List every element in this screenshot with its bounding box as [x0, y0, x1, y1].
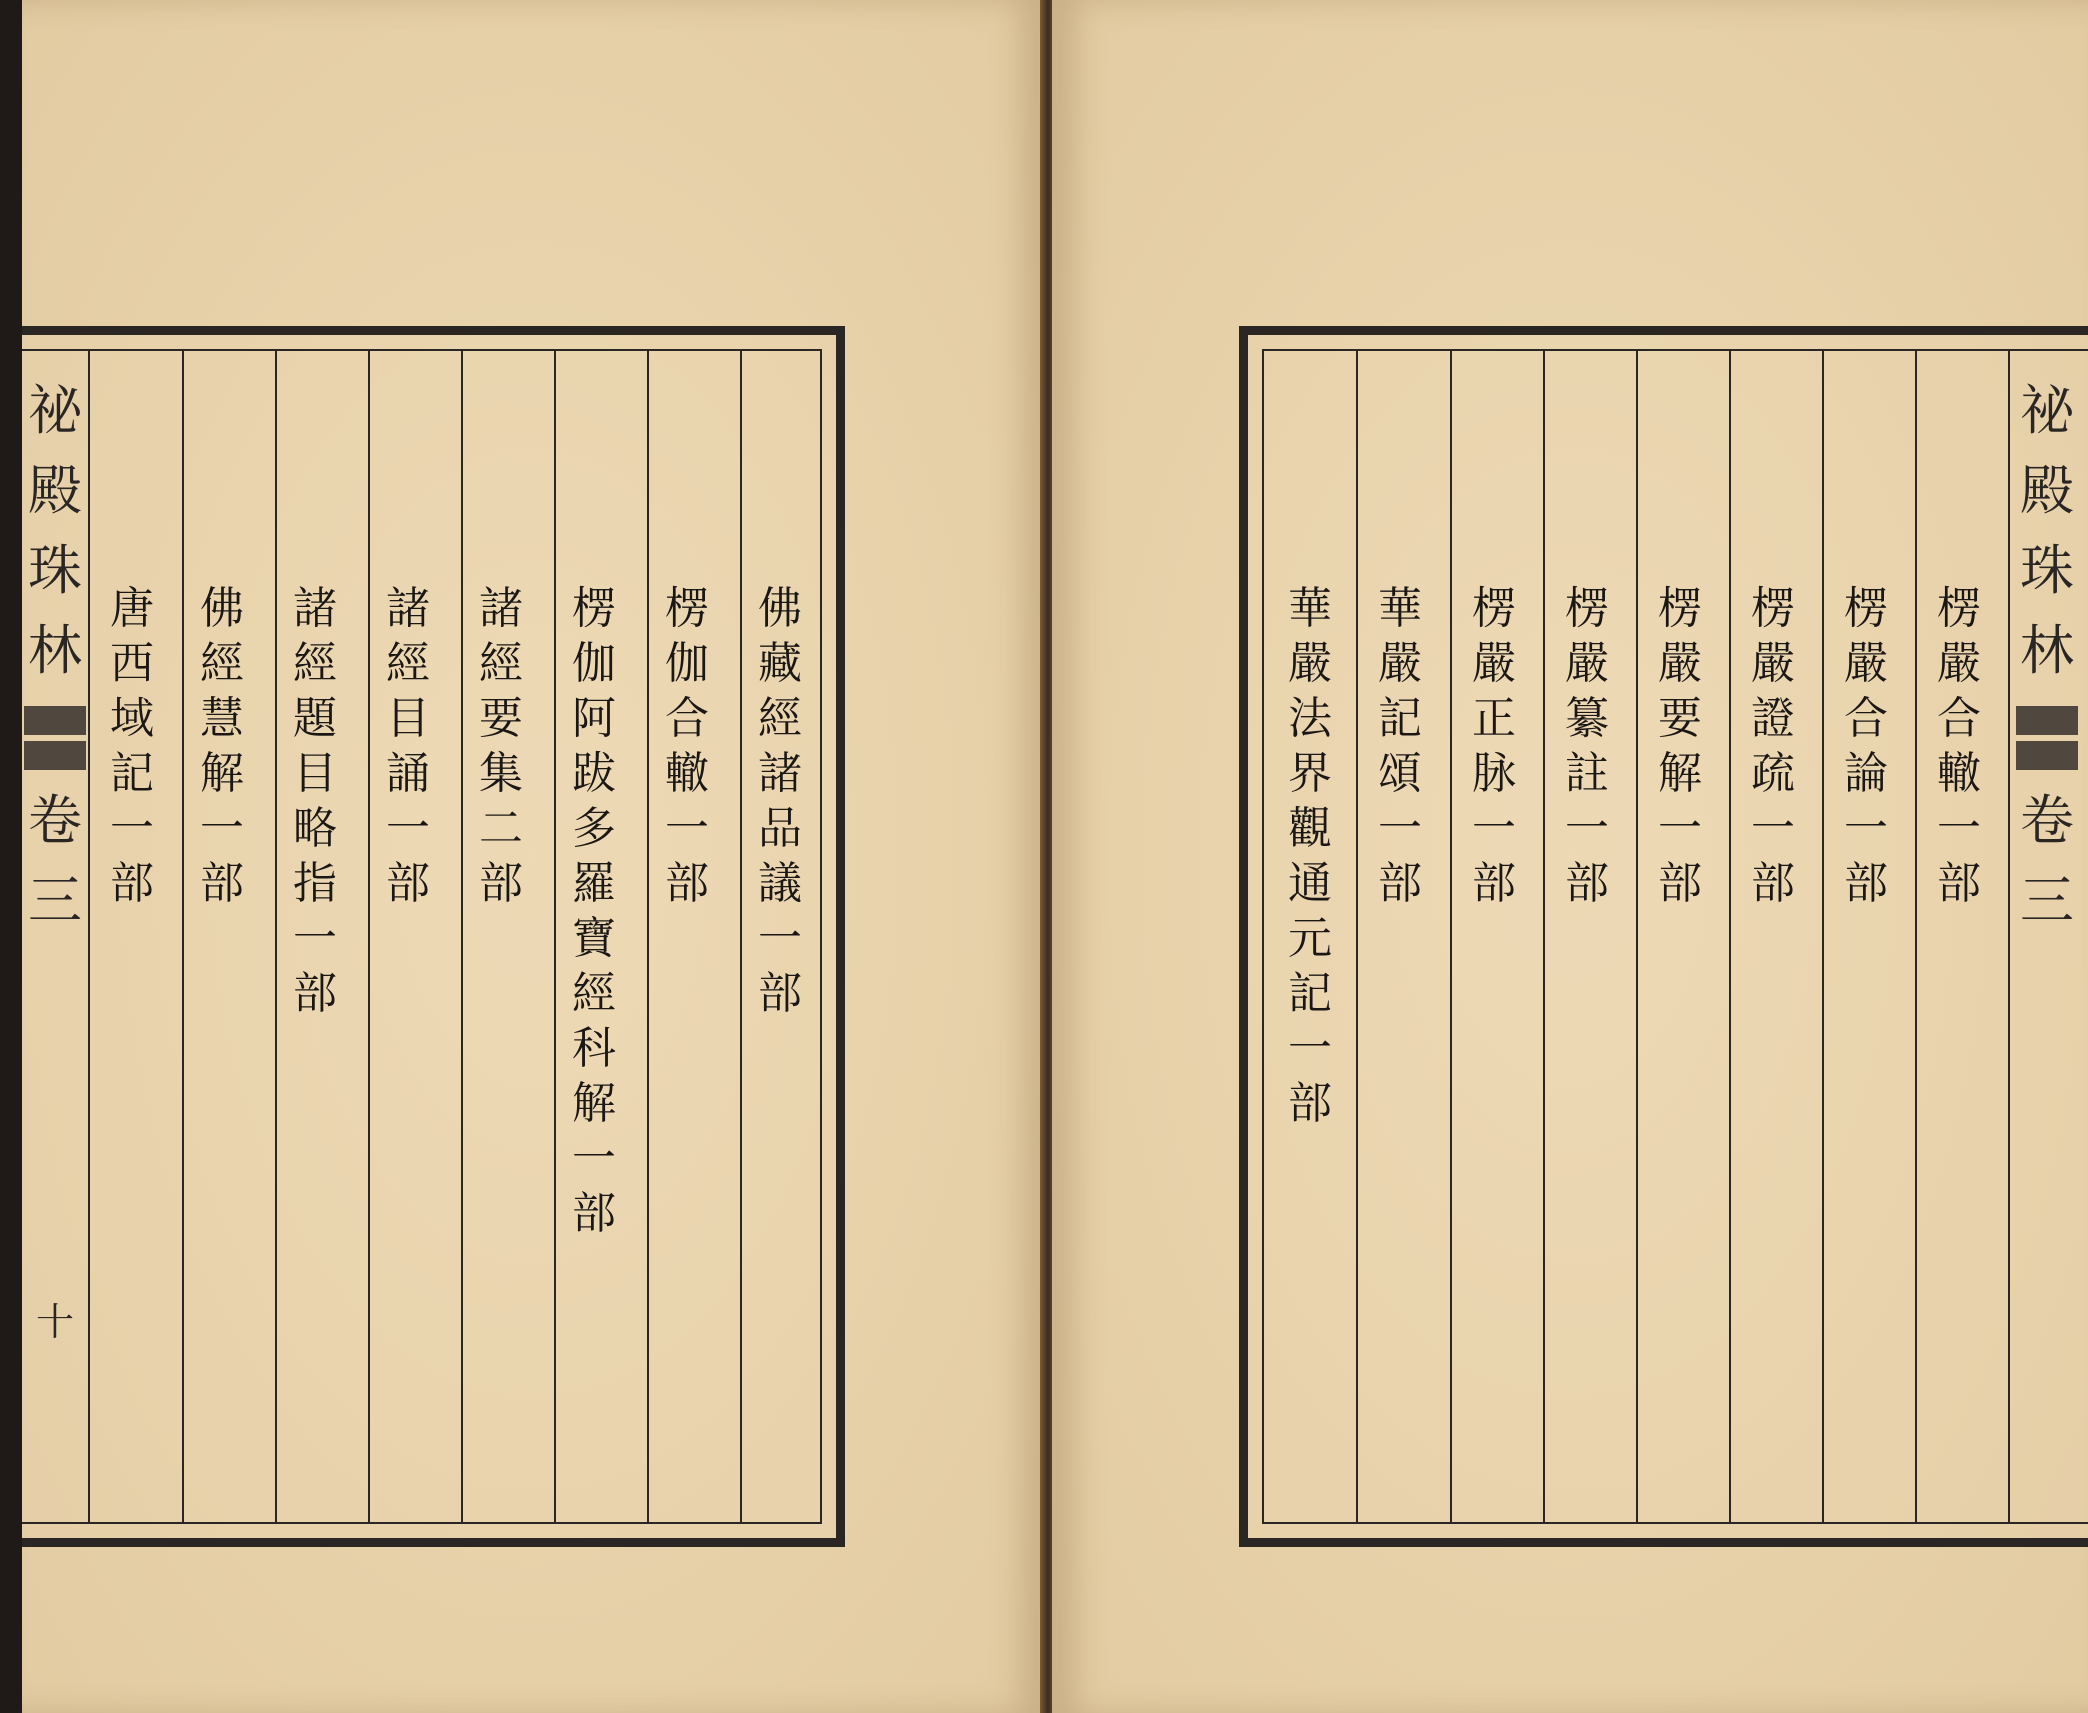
- char: 西: [110, 638, 154, 689]
- text-column: [271, 581, 359, 1021]
- char: 法: [1288, 693, 1332, 744]
- text-column: [1729, 581, 1817, 911]
- char: 部: [479, 858, 523, 909]
- text-column: [364, 581, 452, 911]
- char: 一: [1937, 803, 1981, 854]
- char: 記: [1378, 693, 1422, 744]
- char: 部: [1288, 1078, 1332, 1129]
- char: 合: [1844, 693, 1888, 744]
- char: 合: [1937, 693, 1981, 744]
- char: 界: [1288, 748, 1332, 799]
- margin-title-char: 祕: [28, 379, 82, 442]
- char: 略: [293, 803, 337, 854]
- column-rule: [368, 351, 370, 1522]
- right-page-frame: [1239, 326, 2088, 1547]
- char: 一: [1472, 803, 1516, 854]
- folio-number: 十: [36, 1300, 75, 1344]
- left-page: [22, 0, 1044, 1713]
- text-column: [1356, 581, 1444, 911]
- char: 藏: [758, 638, 802, 689]
- char: 跋: [572, 748, 616, 799]
- char: 部: [293, 968, 337, 1019]
- char: 一: [758, 913, 802, 964]
- char: 元: [1288, 913, 1332, 964]
- char: 議: [758, 858, 802, 909]
- char: 一: [665, 803, 709, 854]
- char: 嚴: [1378, 638, 1422, 689]
- char: 嚴: [1565, 638, 1609, 689]
- column-rule: [1543, 351, 1545, 1522]
- column-rule: [1636, 351, 1638, 1522]
- char: 羅: [572, 858, 616, 909]
- text-column: [1450, 581, 1538, 911]
- column-rule: [461, 351, 463, 1522]
- char: 記: [1288, 968, 1332, 1019]
- char: 佛: [758, 583, 802, 634]
- char: 佛: [200, 583, 244, 634]
- char: 記: [110, 748, 154, 799]
- text-column: [1822, 581, 1910, 911]
- char: 部: [758, 968, 802, 1019]
- char: 經: [572, 968, 616, 1019]
- char: 楞: [572, 583, 616, 634]
- text-column: [1266, 581, 1354, 1131]
- char: 一: [1378, 803, 1422, 854]
- column-rule: [1915, 351, 1917, 1522]
- char: 部: [386, 858, 430, 909]
- char: 通: [1288, 858, 1332, 909]
- fish-tail-ornament: [24, 706, 86, 770]
- char: 部: [1565, 858, 1609, 909]
- char: 要: [479, 693, 523, 744]
- char: 諸: [758, 748, 802, 799]
- char: 嚴: [1937, 638, 1981, 689]
- char: 一: [200, 803, 244, 854]
- text-column: [88, 581, 176, 911]
- char: 阿: [572, 693, 616, 744]
- char: 合: [665, 693, 709, 744]
- left-margin-title: [24, 371, 86, 691]
- text-column: [1636, 581, 1724, 911]
- margin-title-char: 珠: [28, 539, 82, 602]
- char: 楞: [1937, 583, 1981, 634]
- char: 解: [572, 1078, 616, 1129]
- char: 誦: [386, 748, 430, 799]
- margin-title-char: 林: [2020, 619, 2074, 682]
- text-column: [550, 581, 638, 1241]
- char: 轍: [1937, 748, 1981, 799]
- column-rule: [1450, 351, 1452, 1522]
- char: 華: [1378, 583, 1422, 634]
- column-rule: [1822, 351, 1824, 1522]
- char: 一: [572, 1133, 616, 1184]
- margin-volume-char: 三: [28, 869, 82, 932]
- char: 一: [293, 913, 337, 964]
- char: 經: [200, 638, 244, 689]
- text-column: [457, 581, 545, 911]
- margin-title-char: 珠: [2020, 539, 2074, 602]
- char: 註: [1565, 748, 1609, 799]
- char: 部: [200, 858, 244, 909]
- char: 指: [293, 858, 337, 909]
- char: 楞: [1844, 583, 1888, 634]
- char: 一: [1288, 1023, 1332, 1074]
- char: 目: [293, 748, 337, 799]
- char: 題: [293, 693, 337, 744]
- char: 部: [110, 858, 154, 909]
- char: 品: [758, 803, 802, 854]
- char: 集: [479, 748, 523, 799]
- char: 伽: [572, 638, 616, 689]
- char: 慧: [200, 693, 244, 744]
- char: 正: [1472, 693, 1516, 744]
- char: 嚴: [1658, 638, 1702, 689]
- char: 部: [1937, 858, 1981, 909]
- char: 一: [386, 803, 430, 854]
- char: 要: [1658, 693, 1702, 744]
- column-rule: [647, 351, 649, 1522]
- right-margin-volume: [2016, 781, 2078, 941]
- char: 論: [1844, 748, 1888, 799]
- column-rule: [88, 351, 90, 1522]
- left-margin-volume: [24, 781, 86, 941]
- char: 經: [758, 693, 802, 744]
- column-rule: [182, 351, 184, 1522]
- char: 多: [572, 803, 616, 854]
- char: 纂: [1565, 693, 1609, 744]
- left-page-frame: [22, 326, 845, 1547]
- char: 諸: [293, 583, 337, 634]
- right-column-grid: [1262, 349, 2088, 1524]
- char: 觀: [1288, 803, 1332, 854]
- margin-title-char: 林: [28, 619, 82, 682]
- char: 諸: [386, 583, 430, 634]
- char: 華: [1288, 583, 1332, 634]
- column-rule: [1356, 351, 1358, 1522]
- char: 頌: [1378, 748, 1422, 799]
- char: 嚴: [1751, 638, 1795, 689]
- char: 一: [1751, 803, 1795, 854]
- char: 一: [1658, 803, 1702, 854]
- text-column: [1543, 581, 1631, 911]
- text-column: [178, 581, 266, 911]
- margin-title-char: 殿: [28, 459, 82, 522]
- char: 域: [110, 693, 154, 744]
- char: 楞: [1658, 583, 1702, 634]
- char: 一: [1844, 803, 1888, 854]
- char: 證: [1751, 693, 1795, 744]
- char: 嚴: [1844, 638, 1888, 689]
- char: 一: [1565, 803, 1609, 854]
- char: 嚴: [1288, 638, 1332, 689]
- column-rule: [2008, 351, 2010, 1522]
- column-rule: [1729, 351, 1731, 1522]
- char: 一: [110, 803, 154, 854]
- char: 唐: [110, 583, 154, 634]
- left-column-grid: [22, 349, 822, 1524]
- char: 目: [386, 693, 430, 744]
- char: 經: [386, 638, 430, 689]
- char: 部: [1472, 858, 1516, 909]
- char: 伽: [665, 638, 709, 689]
- char: 部: [1658, 858, 1702, 909]
- char: 部: [665, 858, 709, 909]
- char: 科: [572, 1023, 616, 1074]
- char: 部: [1378, 858, 1422, 909]
- char: 部: [572, 1188, 616, 1239]
- margin-title-char: 殿: [2020, 459, 2074, 522]
- char: 楞: [1751, 583, 1795, 634]
- char: 楞: [1472, 583, 1516, 634]
- char: 經: [293, 638, 337, 689]
- text-column: [736, 581, 824, 1021]
- char: 疏: [1751, 748, 1795, 799]
- char: 寶: [572, 913, 616, 964]
- char: 楞: [665, 583, 709, 634]
- fish-tail-ornament: [2016, 706, 2078, 770]
- char: 脉: [1472, 748, 1516, 799]
- char: 解: [1658, 748, 1702, 799]
- char: 部: [1751, 858, 1795, 909]
- char: 經: [479, 638, 523, 689]
- margin-volume-char: 三: [2020, 869, 2074, 932]
- char: 楞: [1565, 583, 1609, 634]
- margin-volume-char: 卷: [28, 789, 82, 852]
- margin-volume-char: 卷: [2020, 789, 2074, 852]
- char: 諸: [479, 583, 523, 634]
- text-column: [643, 581, 731, 911]
- right-page: [1052, 0, 2088, 1713]
- right-margin-title: [2016, 371, 2078, 691]
- margin-title-char: 祕: [2020, 379, 2074, 442]
- char: 嚴: [1472, 638, 1516, 689]
- char: 部: [1844, 858, 1888, 909]
- char: 解: [200, 748, 244, 799]
- char: 轍: [665, 748, 709, 799]
- text-column: [1915, 581, 2003, 911]
- char: 二: [479, 803, 523, 854]
